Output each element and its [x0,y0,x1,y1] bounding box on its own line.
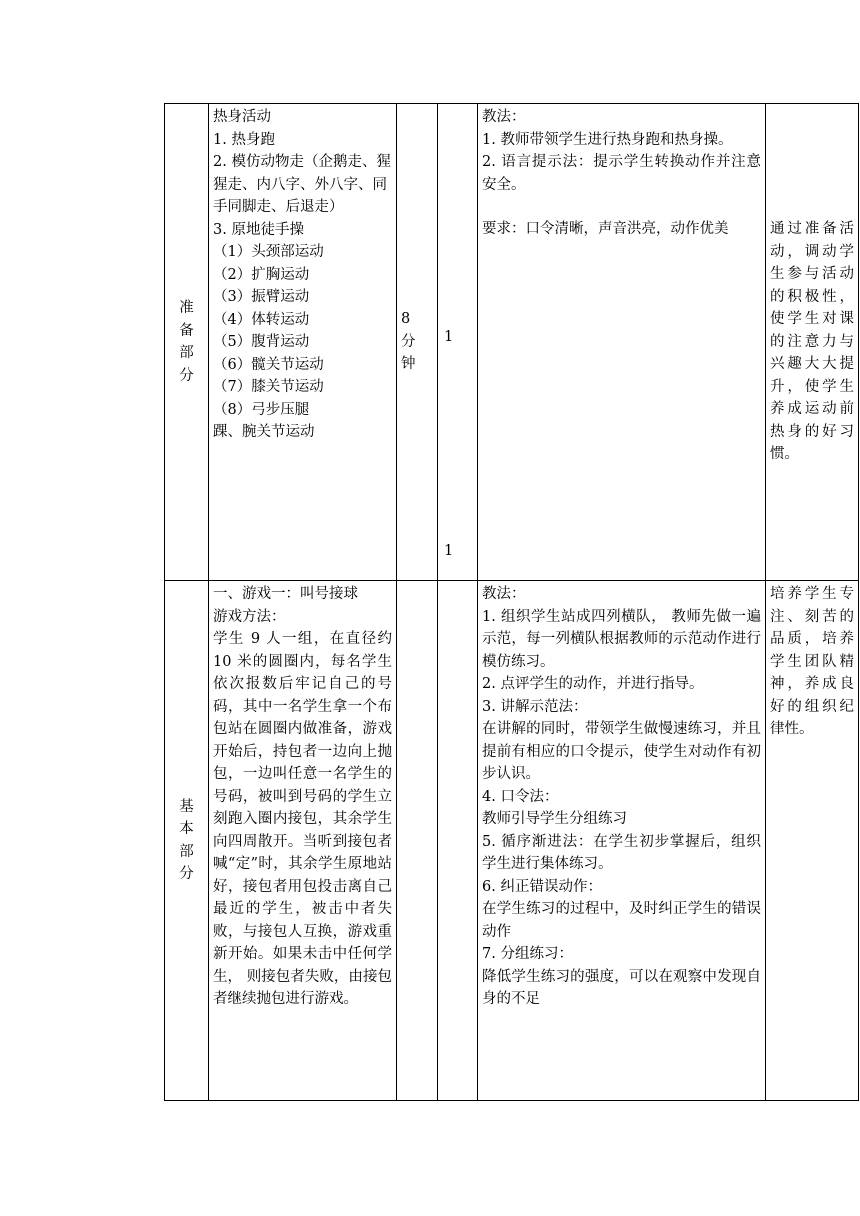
section-label-cell [165,581,209,1101]
time-value: 8分钟 [401,311,416,373]
method-cell [478,581,766,1101]
content-cell [209,104,397,581]
goal-cell [766,581,859,1101]
goal-cell [766,104,859,581]
count-value: 1 [444,543,454,559]
goal-text: 培养学生专注、刻苦的品质，培养学生团队精神，养成良好的组织纪律性。 [770,586,854,737]
method-text: 教法： 1. 组织学生站成四列横队， 教师先做一遍示范，每一列横队根据教师的示范动作进行模仿练习。 2. 点评学生的动作，并进行指导。 3. 讲解示范法： 在讲解的同时，带领学生做慢速练习，并且提前有相应的口令提示，使学生对动作有初步认识。 4. 口令法： 教师引导学生分组练习 5. 循序渐进法：在学生初步掌握后，组织学生进行集体练习。 6. 纠正错误动作： 在学生练习的过程中，及时纠正学生的错误动作 7. 分组练习： 降低学生练习的强度，可以在观察中发现自身的不足 [482,586,761,1007]
lesson-plan-table [164,103,859,1101]
section-label-cell [165,104,209,581]
warmup-row [165,104,859,581]
section-label: 准备部分 [179,300,194,384]
main-row [165,581,859,1101]
content-cell [209,581,397,1101]
warmup-content: 热身活动 1. 热身跑 2. 模仿动物走（企鹅走、猩猩走、内八字、外八字、同手同脚走、后退走） 3. 原地徒手操 （1）头颈部运动 （2）扩胸运动 （3）振臂运动 （4）体转运动 （5）腹背运动 （6）髋关节运动 （7）膝关节运动 （8）弓步压腿 踝、腕关节运动 [213,109,391,440]
time-cell [397,581,438,1101]
method-text: 教法： 1. 教师带领学生进行热身跑和热身操。 2. 语言提示法：提示学生转换动作并注意安全。 [482,109,761,193]
section-label: 基本部分 [179,798,194,882]
count-cell [438,581,478,1101]
count-cell [438,104,478,581]
time-cell [397,104,438,581]
count-value: 1 [444,329,454,345]
game-title: 一、游戏一：叫号接球 游戏方法： [213,586,358,625]
method-cell [478,104,766,581]
game-rules: 学生 9 人一组，在直径约 10 米的圆圈内，每名学生依次报数后牢记自己的号码，其中一名学生拿一个布包站在圆圈内做准备，游戏开始后，持包者一边向上抛包，一边叫任意一名学生的号码，被叫到号码的学生立刻跑入圈内接包，其余学生向四周散开。当听到接包者喊“定”时，其余学生原地站好，接包者用包投击离自己最近的学生，被击中者失败，与接包人互换，游戏重新开始。如果未击中任何学生， 则接包者失败，由接包者继续抛包进行游戏。 [213,631,392,1007]
goal-text: 通过准备活动，调动学生参与活动的积极性，使学生对课的注意力与兴趣大大提升，使学生养成运动前热身的好习惯。 [770,221,854,463]
requirement-text: 要求：口令清晰，声音洪亮，动作优美 [482,221,729,237]
spacer [482,196,761,218]
